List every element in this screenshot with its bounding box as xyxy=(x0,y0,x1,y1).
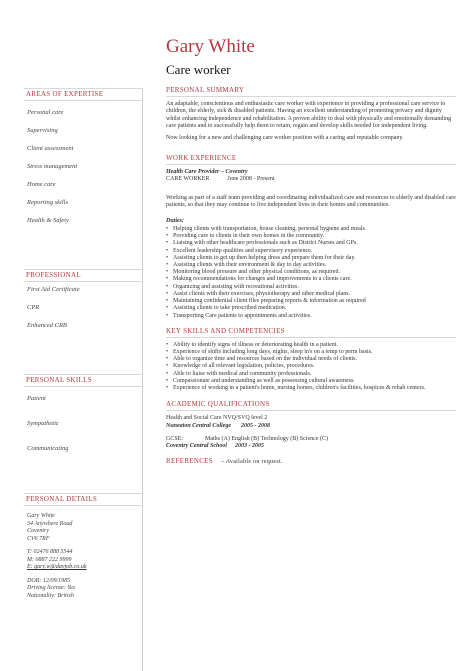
duty-item: • Excellent leadership qualities and supervisory experience. xyxy=(166,248,456,255)
skill-item: • Able to liaise with medical and community professionals. xyxy=(166,371,456,378)
job-description: Working as part of a staff team providing and coordinating individualized care and resources to elderly and disabled care patients, so that they may continue to live independent lives in their homes and communities. xyxy=(166,194,456,209)
qualification-school-line xyxy=(166,423,456,430)
detail-address: 34 Anywhere Road xyxy=(27,520,73,527)
expertise-item: Reporting skills xyxy=(27,199,68,206)
gcse-label: GCSE: xyxy=(166,435,184,442)
qualification-course: Health and Social Care NVQ/SVQ level 2 xyxy=(166,415,268,422)
gcse-line xyxy=(166,436,456,443)
professional-item: First Aid Certificate xyxy=(27,286,80,293)
duty-item: • Liaising with other healthcare professionals such as District Nurses and GPs. xyxy=(166,240,456,247)
gcse-school: Coventry Central School xyxy=(166,443,228,450)
duty-item: • Helping clients with transportation, house cleaning, personal hygiene and meals. xyxy=(166,226,456,233)
duty-item: • Assist clients with their exercises, physiotherapy and other medical plans. xyxy=(166,291,456,298)
expertise-item: Supervising xyxy=(27,127,58,134)
personal-details-title: PERSONAL DETAILS xyxy=(24,493,142,506)
summary-title: PERSONAL SUMMARY xyxy=(166,86,456,97)
personal-skills-title: PERSONAL SKILLS xyxy=(24,374,142,387)
skill-item: • Able to organize time and resources based on the individual needs of clients. xyxy=(166,356,456,363)
skill-item: • Compassionate and understanding as well as possessing cultural awareness. xyxy=(166,378,456,385)
skills-list xyxy=(166,342,456,392)
expertise-item: Health & Safety xyxy=(27,217,69,224)
duty-item: • Assisting clients to take prescribed medication. xyxy=(166,305,456,312)
detail-phone: T: 02476 888 5544 xyxy=(27,549,73,555)
duty-item: • Assisting clients to get up then helping dress and prepare them for their day. xyxy=(166,255,456,262)
skill-item: • Knowledge of all relevant legislation, policies, procedures. xyxy=(166,363,456,370)
main-content xyxy=(166,86,456,472)
experience-title: WORK EXPERIENCE xyxy=(166,154,456,165)
expertise-title: AREAS OF EXPERTISE xyxy=(24,88,142,101)
duty-item: • Providing care to clients in their own homes in the community. xyxy=(166,233,456,240)
personal-skill-item: Sympathetic xyxy=(27,420,59,427)
references-text: – Available on request. xyxy=(220,458,283,465)
summary-paragraph: An adaptable, conscientious and enthusiastic care worker with experience in providing a professional care service to children, the elderly, sick & disabled patients. Having an excellent understanding of promoting privacy and dignity whilst enhancing independence and rehabilitation. A proven ability to deal with physically and emotionally demanding care patients and to successfully help them to retain, regain and develop skills needed for independent living. xyxy=(166,101,452,130)
job-line xyxy=(166,176,456,183)
duty-item: • Assisting clients with their environment & day to day activities. xyxy=(166,262,456,269)
detail-dob: DOB: 12/09/1985 xyxy=(27,577,71,584)
personal-skill-item: Communicating xyxy=(27,445,69,452)
qualification-years: 2005 - 2008 xyxy=(241,422,271,429)
cv-header xyxy=(166,36,255,77)
gcse-school-line xyxy=(166,443,456,450)
duty-item: • Maintaining confidential client files preparing reports & information as required xyxy=(166,298,456,305)
summary-paragraph-2: Now looking for a new and challenging care worker position with a caring and reputable company. xyxy=(166,134,404,141)
job-title: CARE WORKER xyxy=(166,176,210,183)
duty-item: • Making recommendations for changes and improvements to a clients care. xyxy=(166,276,456,283)
detail-name: Gary White xyxy=(27,513,55,519)
qualification-school: Nuneaton Central College xyxy=(166,422,232,429)
professional-title: PROFESSIONAL xyxy=(24,269,142,282)
expertise-item: Stress management xyxy=(27,163,78,170)
expertise-item: Home care xyxy=(27,181,56,188)
detail-nationality: Nationality: British xyxy=(27,592,74,599)
references-line xyxy=(166,457,456,468)
skill-item: • Experience of working in a patient's home, nursing homes, children's facilities, hospices & rehab centers. xyxy=(166,385,456,392)
duty-item: • Transporting Care patients to appointments and activities. xyxy=(166,313,456,320)
expertise-item: Personal care xyxy=(27,109,64,116)
skill-item: • Experience of shifts including long days, nights, sleep in's on a temp to perm basis. xyxy=(166,349,456,356)
duty-item: • Monitoring blood pressure and other physical conditions, as required. xyxy=(166,269,456,276)
detail-mobile: M: 0887 222 9999 xyxy=(27,556,72,563)
candidate-role: Care worker xyxy=(166,62,231,77)
skill-item: • Ability to identify signs of illness or deteriorating health in a patient. xyxy=(166,342,456,349)
detail-postcode: CV6 7RF xyxy=(27,535,50,542)
professional-item: CPR xyxy=(27,304,40,311)
job-dates: June 2008 - Present xyxy=(227,176,275,183)
qualifications-title: ACADEMIC QUALIFICATIONS xyxy=(166,400,456,411)
gcse-years: 2003 - 2005 xyxy=(235,443,265,450)
duties-list xyxy=(166,226,456,320)
duty-item: • Organizing and assisting with recreational activities. xyxy=(166,284,456,291)
detail-license: Driving license: Yes xyxy=(27,585,76,591)
duties-label: Duties: xyxy=(166,217,184,224)
employer: Health Care Provider – Coventry xyxy=(166,169,248,176)
sidebar xyxy=(24,88,143,671)
professional-item: Enhanced CRB xyxy=(27,322,67,329)
references-title: REFERENCES xyxy=(166,456,213,465)
candidate-name: Gary White xyxy=(166,36,255,57)
expertise-item: Client assessment xyxy=(27,145,74,152)
detail-email[interactable]: E: gary.w@dayjob.co.uk xyxy=(27,564,87,570)
detail-city: Coventry xyxy=(27,528,49,534)
gcse-subjects: Maths (A) English (B) Technology (B) Science (C) xyxy=(205,435,328,442)
skills-title: KEY SKILLS AND COMPETENCIES xyxy=(166,327,456,338)
personal-skill-item: Patient xyxy=(27,395,46,402)
